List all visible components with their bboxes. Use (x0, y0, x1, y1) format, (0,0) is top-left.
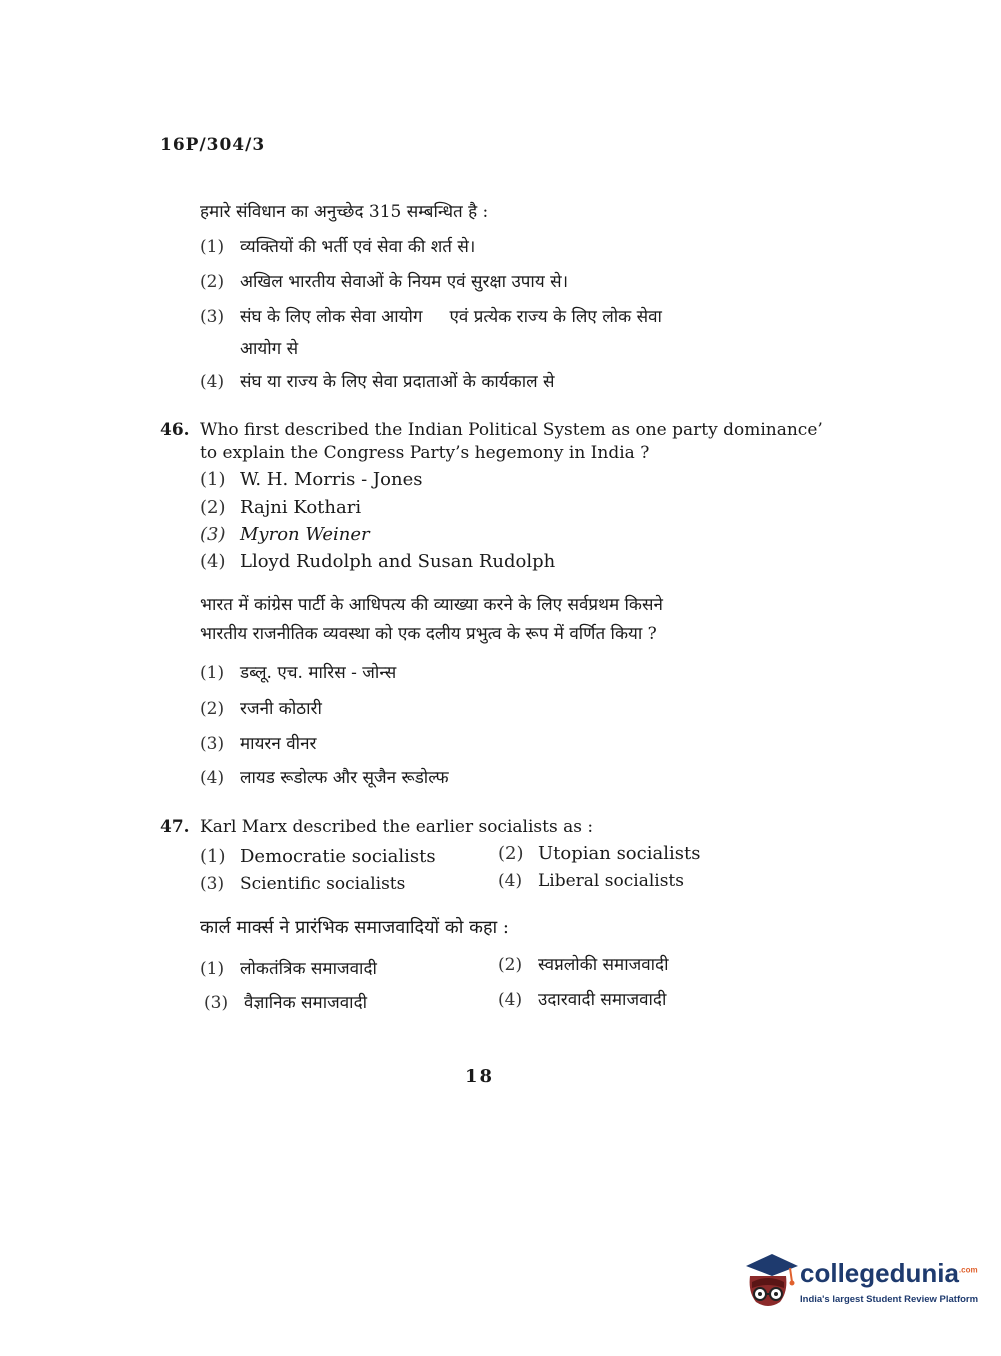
q46-option-1: (1) W. H. Morris - Jones (200, 469, 423, 490)
q46-stem-line1: 46. Who first described the Indian Political System as one party dominance’ (160, 420, 823, 440)
logo-tagline: India's largest Student Review Platform (800, 1294, 979, 1305)
q46-hindi-option-1: (1) डब्लू. एच. मारिस - जोन्स (200, 663, 397, 683)
prev-option-2: (2) अखिल भारतीय सेवाओं के नियम एवं सुरक्षा उपाय से। (200, 272, 569, 292)
q47-hindi-option-1: (1) लोकतंत्रिक समाजवादी (200, 959, 377, 979)
q47-option-3: (3) Scientific socialists (200, 874, 406, 894)
q47-option-4: (4) Liberal socialists (498, 871, 684, 891)
q47-hindi-stem: कार्ल मार्क्स ने प्रारंभिक समाजवादियों को कहा : (200, 917, 509, 938)
page-code: 16P/304/3 (160, 135, 266, 155)
q46-option-2: (2) Rajni Kothari (200, 497, 362, 518)
logo-suffix: .com (958, 1265, 978, 1275)
prev-option-3-cont: आयोग से (240, 339, 299, 359)
q46-option-3: (3) Myron Weiner (200, 524, 370, 545)
q47-hindi-option-3: (3) वैज्ञानिक समाजवादी (204, 993, 368, 1013)
q46-hindi-option-4: (4) लायड रूडोल्फ और सूजैन रूडोल्फ (200, 768, 449, 788)
q46-hindi-option-3: (3) मायरन वीनर (200, 734, 317, 754)
prev-option-4: (4) संघ या राज्य के लिए सेवा प्रदाताओं के कार्यकाल से (200, 372, 555, 392)
q47-stem: 47. Karl Marx described the earlier socialists as : (160, 817, 594, 837)
q46-hindi-stem-line2: भारतीय राजनीतिक व्यवस्था को एक दलीय प्रभुत्व के रूप में वर्णित किया ? (200, 624, 657, 644)
q47-hindi-option-2: (2) स्वप्नलोकी समाजवादी (498, 955, 669, 975)
prev-option-1: (1) व्यक्तियों की भर्ती एवं सेवा की शर्त से। (200, 237, 476, 257)
q47-option-2: (2) Utopian socialists (498, 843, 701, 864)
q47-hindi-option-4: (4) उदारवादी समाजवादी (498, 990, 667, 1010)
mascot-icon (742, 1252, 798, 1312)
collegedunia-logo (742, 1252, 979, 1312)
prev-question-stem: हमारे संविधान का अनुच्छेद 315 सम्बन्धित है : (200, 202, 489, 222)
q47-option-1: (1) Democratie socialists (200, 846, 436, 867)
q46-option-4: (4) Lloyd Rudolph and Susan Rudolph (200, 551, 556, 572)
q46-stem-line2: to explain the Congress Party’s hegemony in India ? (200, 443, 650, 463)
q46-hindi-stem-line1: भारत में कांग्रेस पार्टी के आधिपत्य की व्याख्या करने के लिए सर्वप्रथम किसने (200, 595, 663, 615)
logo-brand: collegedunia (800, 1258, 959, 1288)
q46-hindi-option-2: (2) रजनी कोठारी (200, 699, 322, 719)
page-number: 18 (465, 1066, 495, 1087)
prev-option-3: (3) संघ के लिए लोक सेवा आयोग एवं प्रत्येक राज्य के लिए लोक सेवा (200, 307, 662, 327)
